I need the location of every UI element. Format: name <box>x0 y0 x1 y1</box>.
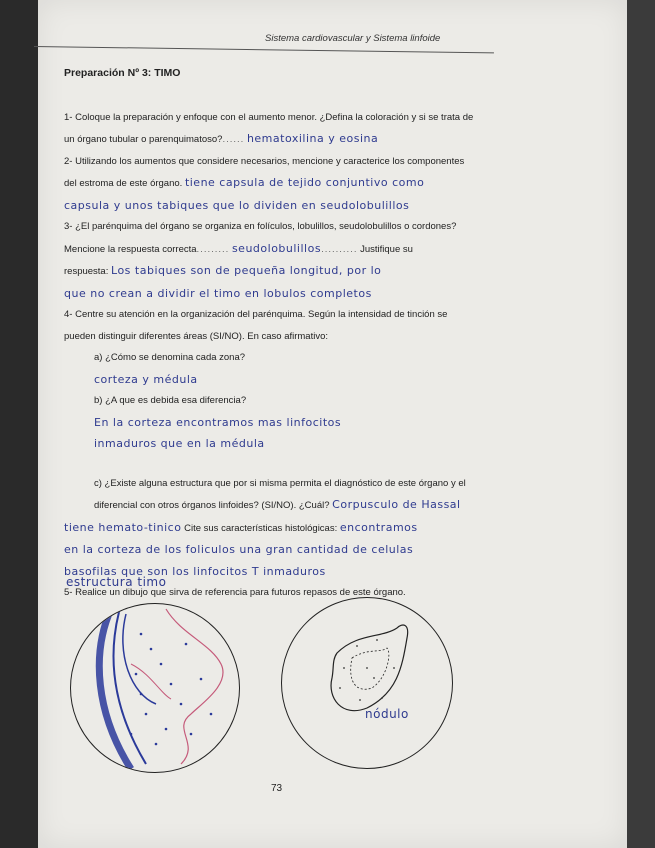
q3-prompt: Mencione la respuesta correcta <box>64 243 197 255</box>
q4-line2: pueden distinguir diferentes áreas (SI/NO). En caso afirmativo: <box>64 330 329 342</box>
q4b-question: b) ¿A que es debida esa diferencia? <box>94 395 247 406</box>
q3-answer3: que no crean a dividir el timo en lobulos completos <box>64 286 372 300</box>
q4c-answer3: encontramos <box>339 520 418 534</box>
q1-line1: 1- Coloque la preparación y enfoque con el aumento menor. ¿Defina la coloración y si se trata de <box>64 111 474 123</box>
thymus-drawing-circle <box>70 603 240 773</box>
q4c-line2 <box>64 494 524 517</box>
q4-line1: 4- Centre su atención en la organización del parénquima. Según la intensidad de tinción se <box>64 309 448 320</box>
q4c-question: c) ¿Existe alguna estructura que por si misma permita el diagnóstico de este órgano y el <box>94 477 466 489</box>
q1-prompt: un órgano tubular o parenquimatoso? <box>64 134 223 145</box>
worksheet-content <box>64 55 524 604</box>
q4c-line3 <box>64 517 524 540</box>
cell-dots <box>130 633 213 746</box>
q4b-answer1: En la corteza encontramos mas linfocitos <box>94 415 342 429</box>
q4c-cite: Cite sus características histológicas: <box>184 522 338 534</box>
q3-line3 <box>64 260 524 283</box>
nodule-sketch <box>282 598 452 768</box>
q4-blank-line <box>64 455 524 473</box>
q2-line2 <box>64 172 524 195</box>
q4c-answer: Corpusculo de Hassal <box>332 498 461 511</box>
q3-answer2: Los tabiques son de pequeña longitud, por lo <box>111 264 382 277</box>
page-number: 73 <box>271 783 283 794</box>
drawing-label-timo: estructura timo <box>66 575 167 589</box>
q1-line2: un órgano tubular o parenquimatoso?...... hematoxilina y eosina <box>64 132 379 145</box>
drawing-label-nodulo: nódulo <box>365 707 409 721</box>
q3-line1: 3- ¿El parénquima del órgano se organiza en folículos, lobulillos, seudolobulillos o cordones? <box>64 221 457 232</box>
q3-line2: Mencione la respuesta correcta......... seudolobulillos.......... Justifique su <box>64 241 413 255</box>
q4c-answer2: tiene hemato-tinico <box>64 520 182 534</box>
q4b-answer2: inmaduros que en la médula <box>94 437 265 450</box>
thymus-sketch <box>71 604 239 772</box>
q4a-answer: corteza y médula <box>94 372 198 386</box>
q2-prompt: del estroma de este órgano. <box>64 178 183 189</box>
q2-answer2: capsula y unos tabiques que lo dividen en seudolobulillos <box>64 198 410 212</box>
q4a-question: a) ¿Cómo se denomina cada zona? <box>94 352 246 363</box>
nodule-drawing-circle <box>281 597 453 769</box>
q2-line1: 2- Utilizando los aumentos que considere necesarios, mencione y caracterice los componentes <box>64 155 465 167</box>
q1-answer: hematoxilina y eosina <box>246 132 379 145</box>
page-title: Preparación Nº 3: TIMO <box>64 67 181 79</box>
running-header: Sistema cardiovascular y Sistema linfoide <box>265 33 441 44</box>
background-edge <box>627 0 655 848</box>
q4c-answer5: basofilas que son los linfocitos T inmaduros <box>64 564 326 578</box>
q3-respuesta: respuesta: <box>64 266 109 277</box>
q3-justify: Justifique su <box>360 243 413 255</box>
q3-answer: seudolobulillos <box>231 241 322 255</box>
q4c-prompt: diferencial con otros órganos linfoides? (SI/NO). ¿Cuál? <box>94 500 330 511</box>
q4c-answer4: en la corteza de los foliculos una gran cantidad de celulas <box>64 543 414 556</box>
q2-answer1: tiene capsula de tejido conjuntivo como <box>184 176 425 189</box>
q5-line: 5- Realice un dibujo que sirva de referencia para futuros repasos de este órgano. <box>64 587 406 598</box>
